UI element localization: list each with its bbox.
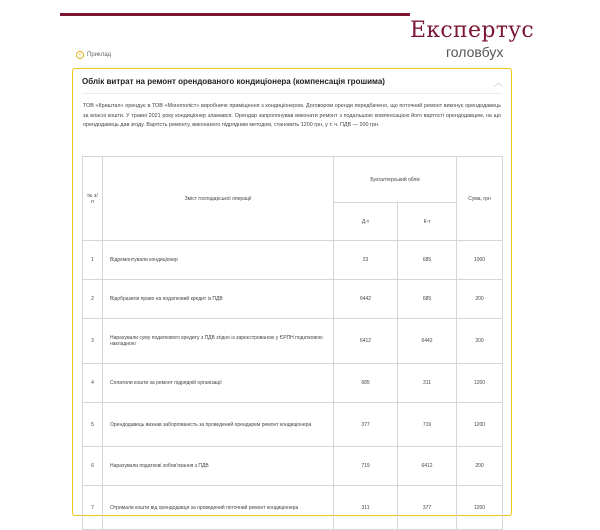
brand-logo[interactable]: Експертус (410, 18, 535, 43)
row-credit: 6412 (398, 447, 457, 486)
row-sum: 1200 (457, 364, 503, 403)
row-debit: 377 (334, 403, 398, 447)
row-debit: 6412 (334, 319, 398, 364)
row-content: Відобразили право на податковий кредит із ПДВ (103, 280, 334, 319)
row-sum: 200 (457, 280, 503, 319)
table-row (83, 241, 503, 280)
row-credit: 377 (398, 486, 457, 530)
table-row (83, 319, 503, 364)
row-number: 1 (83, 241, 103, 280)
row-credit: 311 (398, 364, 457, 403)
table-row (83, 447, 503, 486)
row-debit: 311 (334, 486, 398, 530)
row-content: Нарахували податкові зобов’язання з ПДВ (103, 447, 334, 486)
card-title: Облік витрат на ремонт орендованого кондиціонера (компенсація грошима) (82, 77, 385, 86)
row-number: 7 (83, 486, 103, 530)
table-row (83, 280, 503, 319)
row-credit: 685 (398, 280, 457, 319)
brand-subtitle: головбух (446, 44, 504, 60)
row-credit: 6442 (398, 319, 457, 364)
row-sum: 1200 (457, 403, 503, 447)
header-debit: Д-т (334, 203, 398, 241)
row-number: 4 (83, 364, 103, 403)
table-row (83, 486, 503, 530)
row-number: 6 (83, 447, 103, 486)
row-number: 2 (83, 280, 103, 319)
row-sum: 1200 (457, 486, 503, 530)
breadcrumb-label: Приклад (87, 52, 112, 58)
example-card (72, 68, 512, 516)
row-debit: 6442 (334, 280, 398, 319)
row-debit: 685 (334, 364, 398, 403)
row-sum: 1000 (457, 241, 503, 280)
row-content: Орендодавець визнав заборгованість за проведений орендарем ремонт кондиціонера (103, 403, 334, 447)
row-credit: 685 (398, 241, 457, 280)
table-row (83, 364, 503, 403)
row-content: Отримали кошти від орендодавця за проведений поточний ремонт кондиціонера (103, 486, 334, 530)
title-divider (82, 93, 502, 94)
header-accounting: Бухгалтерський облік (334, 157, 457, 203)
header-number: № з/п (83, 157, 103, 241)
example-icon: + (76, 51, 84, 59)
row-sum: 200 (457, 319, 503, 364)
header-content: Зміст господарської операції (103, 157, 334, 241)
row-debit: 23 (334, 241, 398, 280)
table-row (83, 403, 503, 447)
row-content: Нарахували суму податкового кредиту з ПДВ згідно із зареєстрованою у ЄРПН податковою накладною (103, 319, 334, 364)
row-content: Відремонтували кондиціонер (103, 241, 334, 280)
row-content: Сплатили кошти за ремонт підрядній організації (103, 364, 334, 403)
row-number: 5 (83, 403, 103, 447)
row-sum: 200 (457, 447, 503, 486)
row-debit: 719 (334, 447, 398, 486)
breadcrumb (76, 51, 111, 59)
header-credit: К-т (398, 203, 457, 241)
accounting-table (82, 156, 503, 530)
example-paragraph: ТОВ «Криштал» орендує в ТОВ «Монополіст» виробниче приміщення з кондиціонером. Договором оренди передбачено, що поточний ремонт виконує орендодавець за власні кошти. У травні 2021 року кондиціонер зламався. Орендар запропонував виконати ремонт з подальшою компенсацією його вартості орендодавцем, на що орендодавець дав згоду. Вартість ремонту, виконаного підрядним методом, становить 1200 грн, у т. ч. ПДВ — 200 грн. (83, 103, 501, 128)
row-credit: 719 (398, 403, 457, 447)
header-sum: Сума, грн (457, 157, 503, 241)
collapse-chevron-icon[interactable]: ︿ (493, 78, 503, 88)
row-number: 3 (83, 319, 103, 364)
header-rule (60, 13, 410, 16)
